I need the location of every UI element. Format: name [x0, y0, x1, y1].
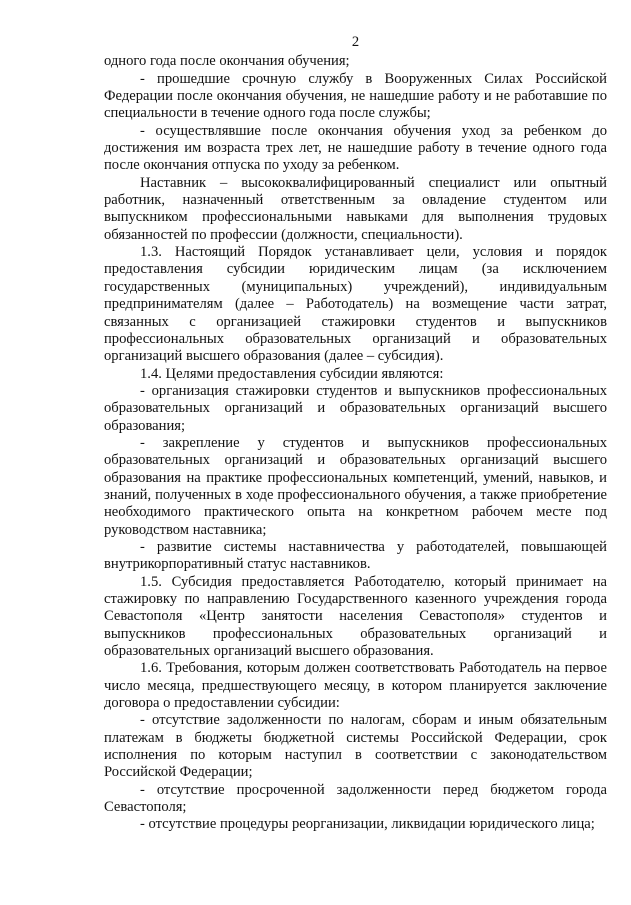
paragraph-no-tax-debt: - отсутствие задолженности по налогам, сборам и иным обязательным платежам в бюджеты бюджетной системы Российской Федерации, срок исполнения по которым наступил в соответствии с законодательством Российской Федерации;	[104, 712, 607, 781]
paragraph-1-6: 1.6. Требования, которым должен соответствовать Работодатель на первое число месяца, предшествующего месяцу, в котором планируется заключение договора о предоставлении субсидии:	[104, 660, 607, 712]
paragraph-military-service: - прошедшие срочную службу в Вооруженных Силах Российской Федерации после окончания обучения, не нашедшие работу и не работавшие по специальности в течение одного года после службы;	[104, 70, 607, 122]
paragraph-1-5: 1.5. Субсидия предоставляется Работодателю, который принимает на стажировку по направлению Государственного казенного учреждения города Севастополя «Центр занятости населения Севастополя» студентов и выпускников профессиональных образовательных организаций и образовательных организаций высшего образования.	[104, 573, 607, 660]
paragraph-1-3: 1.3. Настоящий Порядок устанавливает цели, условия и порядок предоставления субсидии юридическим лицам (за исключением государственных (муниципальных) учреждений), индивидуальным предпринимателям (далее – Работодатель) на возмещение части затрат, связанных с организацией стажировки студентов и выпускников профессиональных образовательных организаций и образовательных организаций высшего образования (далее – субсидия).	[104, 244, 607, 365]
paragraph-childcare: - осуществлявшие после окончания обучения уход за ребенком до достижения им возраста трех лет, не нашедшие работу в течение одного года после окончания отпуска по уходу за ребенком.	[104, 122, 607, 174]
paragraph-goal-skills: - закрепление у студентов и выпускников профессиональных образовательных организаций и образовательных организаций высшего образования на практике профессиональных компетенций, умений, навыков, и знаний, полученных в ходе профессионального обучения, а также приобретение необходимого практического опыта на конкретном рабочем месте под руководством наставника;	[104, 434, 607, 538]
document-body	[104, 53, 607, 833]
paragraph-goal-internship: - организация стажировки студентов и выпускников профессиональных образовательных организаций и образовательных организаций высшего образования;	[104, 382, 607, 434]
page-number: 2	[351, 34, 360, 50]
paragraph-no-reorganization: - отсутствие процедуры реорганизации, ликвидации юридического лица;	[140, 816, 595, 833]
paragraph-1-4: 1.4. Целями предоставления субсидии являются:	[140, 365, 444, 382]
paragraph-continuation: одного года после окончания обучения;	[104, 53, 350, 70]
paragraph-goal-mentoring: - развитие системы наставничества у работодателей, повышающей внутрикорпоративный статус наставников.	[104, 538, 607, 573]
paragraph-mentor-definition: Наставник – высококвалифицированный специалист или опытный работник, назначенный ответственным за овладение студентом или выпускником профессиональными навыками для выполнения трудовых обязанностей по профессии (должности, специальности).	[104, 174, 607, 243]
paragraph-no-budget-debt: - отсутствие просроченной задолженности перед бюджетом города Севастополя;	[104, 781, 607, 816]
